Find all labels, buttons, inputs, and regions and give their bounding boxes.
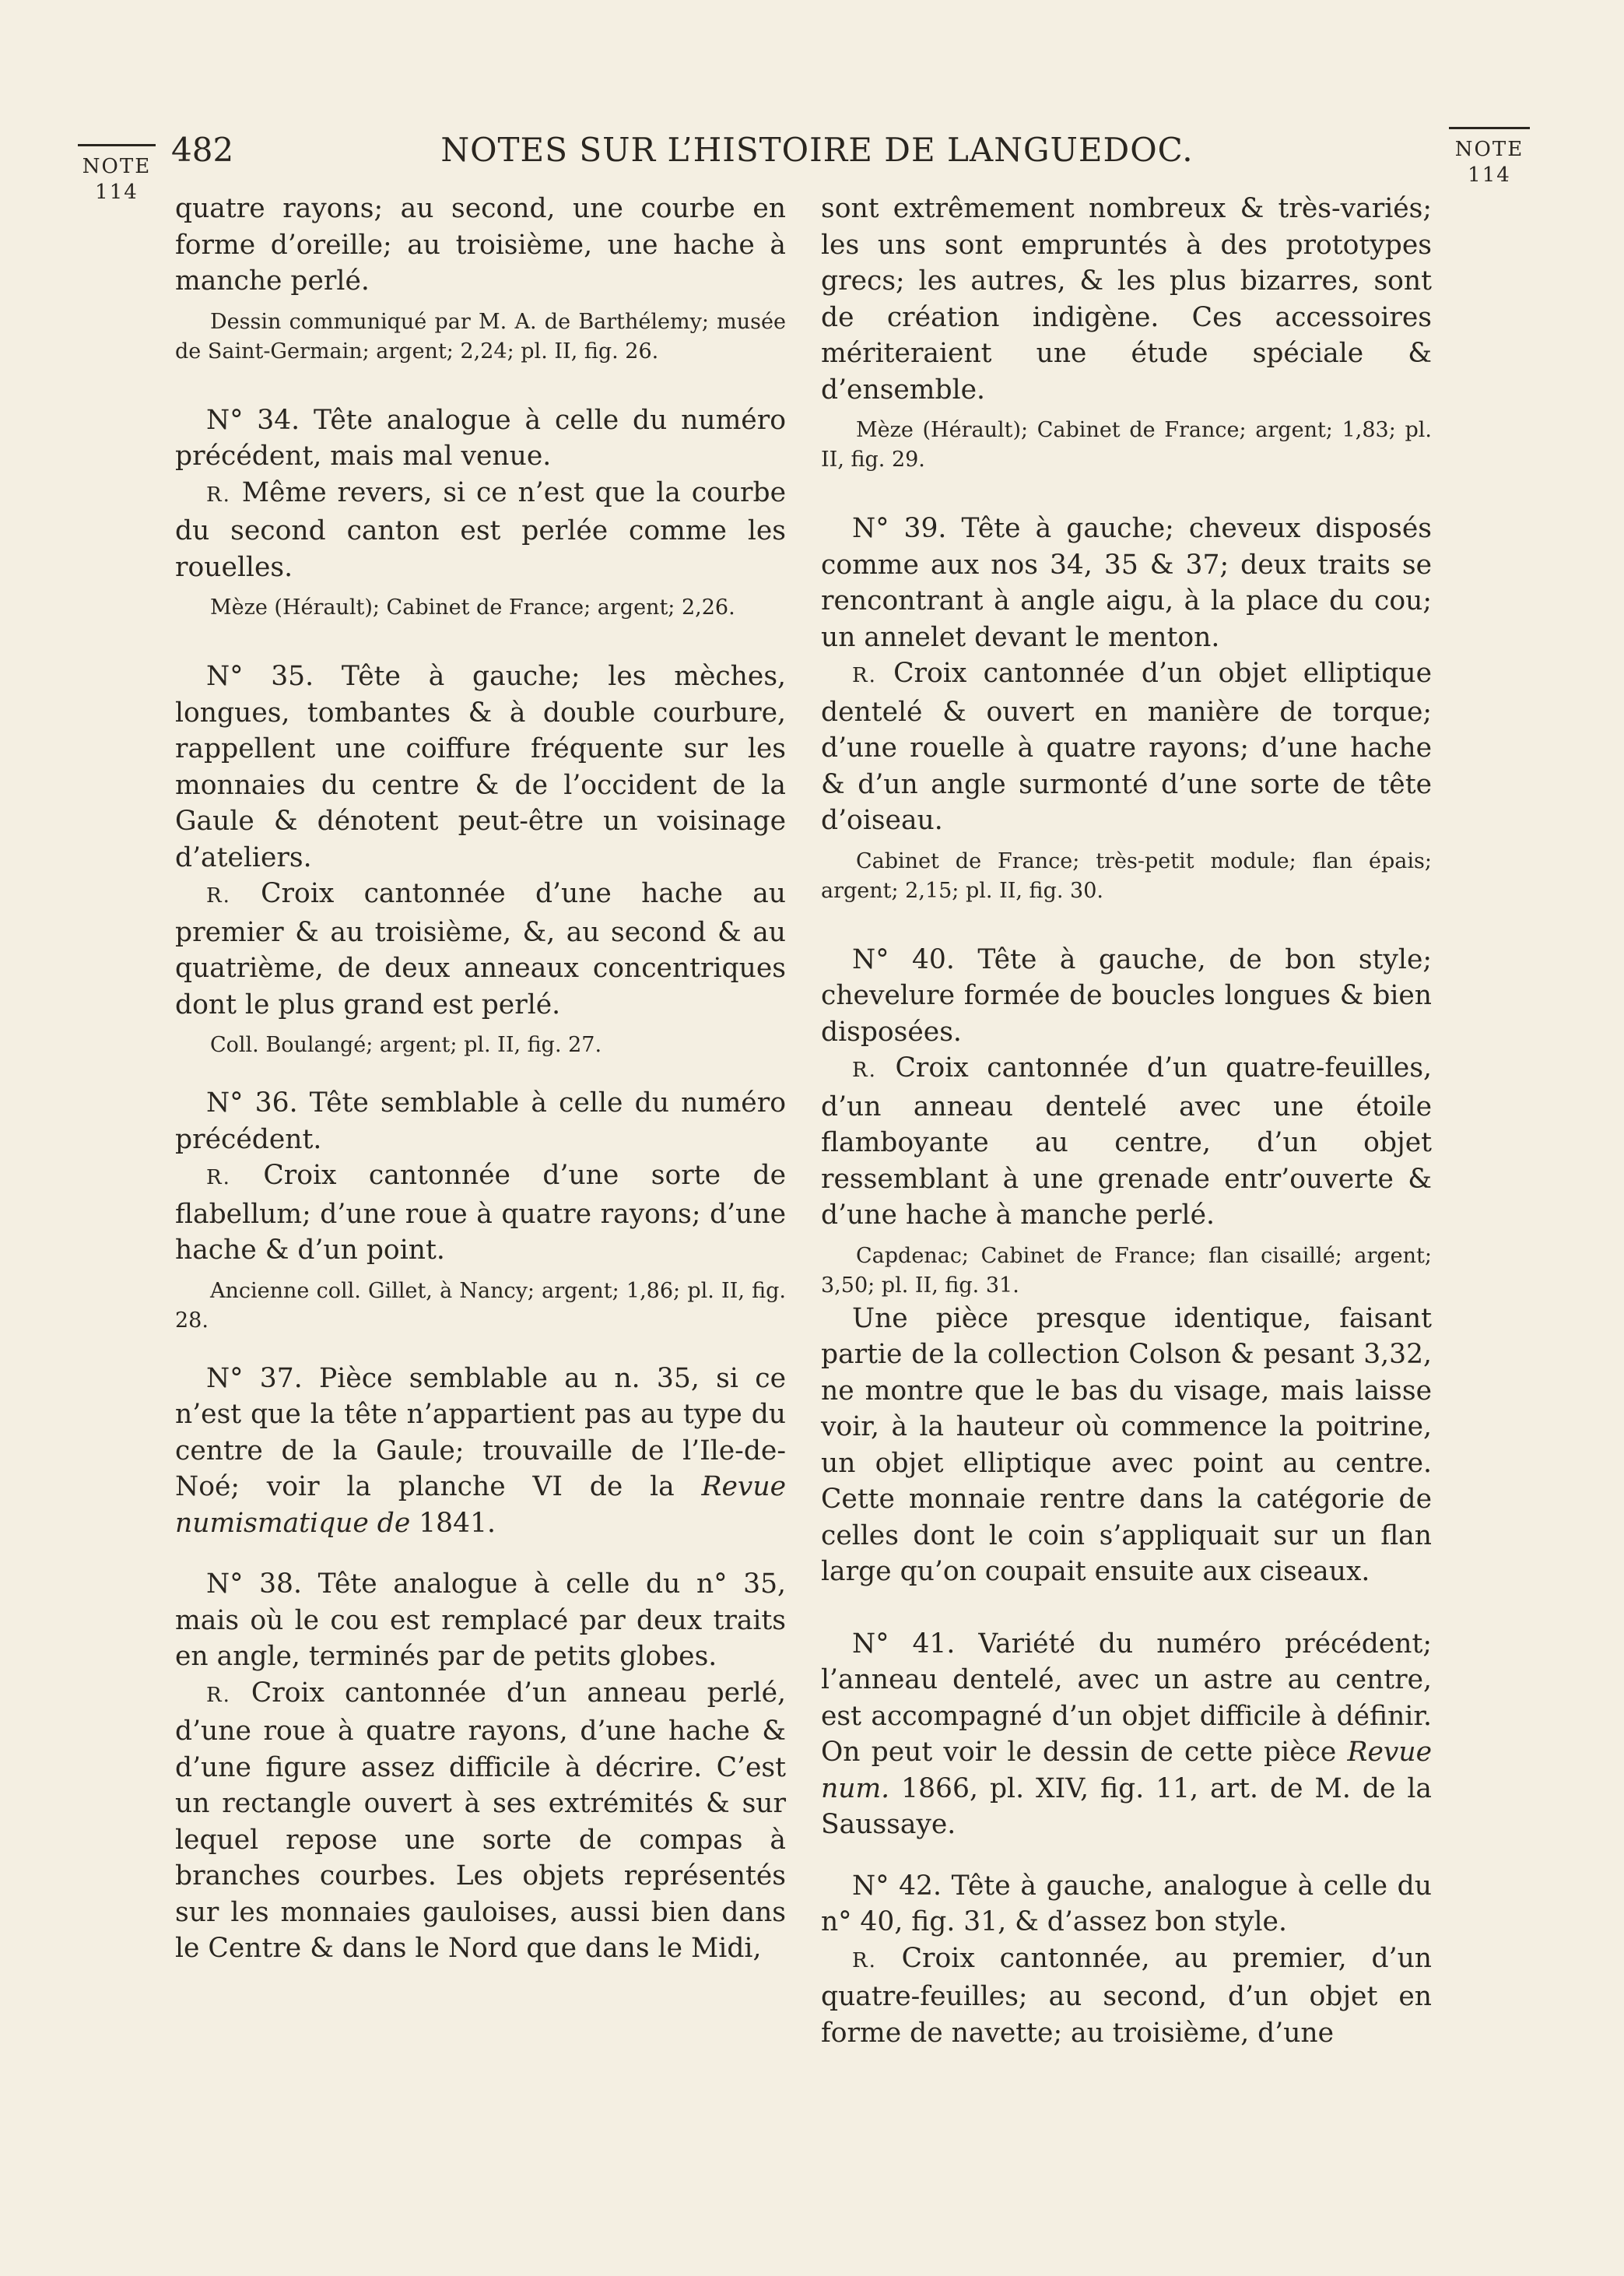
reverse-text: Même revers, si ce n’est que la courbe du second canton est perlée comme les rouelles. [175, 476, 787, 583]
margin-note-number: 114 [95, 180, 139, 204]
entry-41 [821, 1626, 1432, 1843]
entry-41-tail: 1866, pl. XIV, fig. 11, art. de M. de la Saussaye. [821, 1772, 1432, 1840]
continued-paragraph: quatre rayons; au second, une courbe en forme d’oreille; au troisième, une hache à manche perlé. [175, 193, 786, 297]
entry-39-source: Cabinet de France; très-petit module; flan épais; argent; 2,15; pl. II, fig. 30. [821, 848, 1432, 903]
entry-35-source: Coll. Boulangé; argent; pl. II, fig. 27. [210, 1033, 602, 1057]
margin-note-number: 114 [1468, 163, 1511, 187]
page-header [171, 131, 1463, 177]
reverse-text: Croix cantonnée d’une hache au premier & au troisième, &, au second & au quatrième, de deux anneaux concentriques dont le plus grand est perlé. [175, 878, 786, 1020]
entry-38: N° 38. Tête analogue à celle du n° 35, mais où le cou est remplacé par deux traits en angle, terminés par de petits globes. [175, 1568, 786, 1672]
margin-rule-left [78, 144, 156, 146]
reverse-label: R. [206, 483, 231, 507]
running-title: NOTES SUR L’HISTOIRE DE LANGUEDOC. [440, 131, 1194, 169]
entry-40-reverse [821, 1050, 1432, 1234]
entry-39: N° 39. Tête à gauche; cheveux disposés comme aux nos 34, 35 & 37; deux traits se rencontrant à angle aigu, à la place du cou; un annelet devant le menton. [821, 513, 1432, 653]
margin-note-label: NOTE [1454, 138, 1524, 161]
reverse-label: R. [852, 664, 877, 687]
entry-39-reverse [821, 655, 1432, 839]
reverse-label: R. [852, 1948, 877, 1972]
reverse-text: Croix cantonnée d’une sorte de flabellum; d’une roue à quatre rayons; d’une hache & d’un point. [175, 1160, 786, 1266]
entry-36: N° 36. Tête semblable à celle du numéro précédent. [175, 1087, 786, 1155]
entry-34-reverse [175, 475, 786, 586]
entry-37-tail: 1841. [419, 1507, 496, 1539]
entry-38-reverse [175, 1675, 786, 1967]
entry-41-italic: Revue num. [821, 1737, 1433, 1804]
entry-42: N° 42. Tête à gauche, analogue à celle du n° 40, fig. 31, & d’assez bon style. [821, 1870, 1432, 1937]
entry-40: N° 40. Tête à gauche, de bon style; chevelure formée de boucles longues & bien disposées. [821, 943, 1432, 1048]
entry-42-reverse [821, 1941, 1432, 2052]
left-column [175, 191, 786, 1967]
margin-note-label: NOTE [82, 155, 152, 178]
reverse-label: R. [206, 1166, 231, 1189]
entry-36-reverse [175, 1157, 786, 1269]
entry-36-source: Ancienne coll. Gillet, à Nancy; argent; 1,86; pl. II, fig. 28. [175, 1278, 786, 1333]
reverse-label: R. [852, 1059, 877, 1082]
entry-34: N° 34. Tête analogue à celle du numéro précédent, mais mal venue. [175, 404, 786, 472]
entry-40-note: Une pièce presque identique, faisant partie de la collection Colson & pesant 3,32, ne montre que le bas du visage, mais laisse voir, à la hauteur où commence la poitrine, un objet elliptique avec point au centre. Cette monnaie rentre dans la catégorie de celles dont le coin s’appliquait sur un flan large qu’on coupait ensuite aux ciseaux. [821, 1302, 1432, 1587]
margin-note-left [78, 144, 156, 205]
entry-35: N° 35. Tête à gauche; les mèches, longues, tombantes & à double courbure, rappellent une coiffure fréquente sur les monnaies du centre & de l’occident de la Gaule & dénotent peut-être un voisinage d’ateliers. [175, 661, 786, 873]
source-note: Mèze (Hérault); Cabinet de France; argent; 1,83; pl. II, fig. 29. [821, 418, 1432, 472]
entry-37 [175, 1361, 786, 1542]
reverse-text: Croix cantonnée d’un anneau perlé, d’une roue à quatre rayons, d’une hache & d’une figure assez difficile à décrire. C’est un rectangle ouvert à ses extrémités & sur lequel repose une sorte de compas à branches courbes. Les objets représentés sur les monnaies gauloises, aussi bien dans le Centre & dans le Nord que dans le Midi, [175, 1677, 787, 1964]
reverse-label: R. [206, 1683, 231, 1707]
reverse-label: R. [206, 884, 231, 908]
entry-41-text: N° 41. Variété du numéro précédent; l’anneau dentelé, avec un astre au centre, est accompagné d’un objet difficile à définir. On peut voir le dessin de cette pièce [821, 1628, 1432, 1768]
entry-34-source: Mèze (Hérault); Cabinet de France; argent; 2,26. [210, 595, 735, 620]
source-note: Dessin communiqué par M. A. de Barthélemy; musée de Saint-Germain; argent; 2,24; pl. II, fig. 26. [175, 309, 786, 364]
reverse-text: Croix cantonnée d’un quatre-feuilles, d’un anneau dentelé avec une étoile flamboyante au centre, d’un objet ressemblant à une grenade entr’ouverte & d’une hache à manche perlé. [821, 1052, 1432, 1231]
page-number: 482 [171, 131, 234, 169]
entry-35-reverse [175, 876, 786, 1023]
entry-37-text: N° 37. Pièce semblable au n. 35, si ce n’est que la tête n’appartient pas au type du centre de la Gaule; trouvaille de l’Ile-de-Noé; voir la planche VI de la [175, 1362, 786, 1502]
reverse-text: Croix cantonnée, au premier, d’un quatre-feuilles; au second, d’un objet en forme de navette; au troisième, d’une [821, 1942, 1433, 2049]
margin-rule-right [1449, 127, 1530, 129]
entry-37-italic: Revue numismatique de [175, 1471, 786, 1539]
reverse-text: Croix cantonnée d’un objet elliptique dentelé & ouvert en manière de torque; d’une rouelle à quatre rayons; d’une hache & d’un angle surmonté d’une sorte de tête d’oiseau. [821, 658, 1432, 836]
continued-paragraph: sont extrêmement nombreux & très-variés; les uns sont empruntés à des prototypes grecs; les autres, & les plus bizarres, sont de création indigène. Ces accessoires mériteraient une étude spéciale & d’ensemble. [821, 193, 1432, 406]
right-column [821, 191, 1432, 2051]
entry-40-source: Capdenac; Cabinet de France; flan cisaillé; argent; 3,50; pl. II, fig. 31. [821, 1243, 1432, 1298]
